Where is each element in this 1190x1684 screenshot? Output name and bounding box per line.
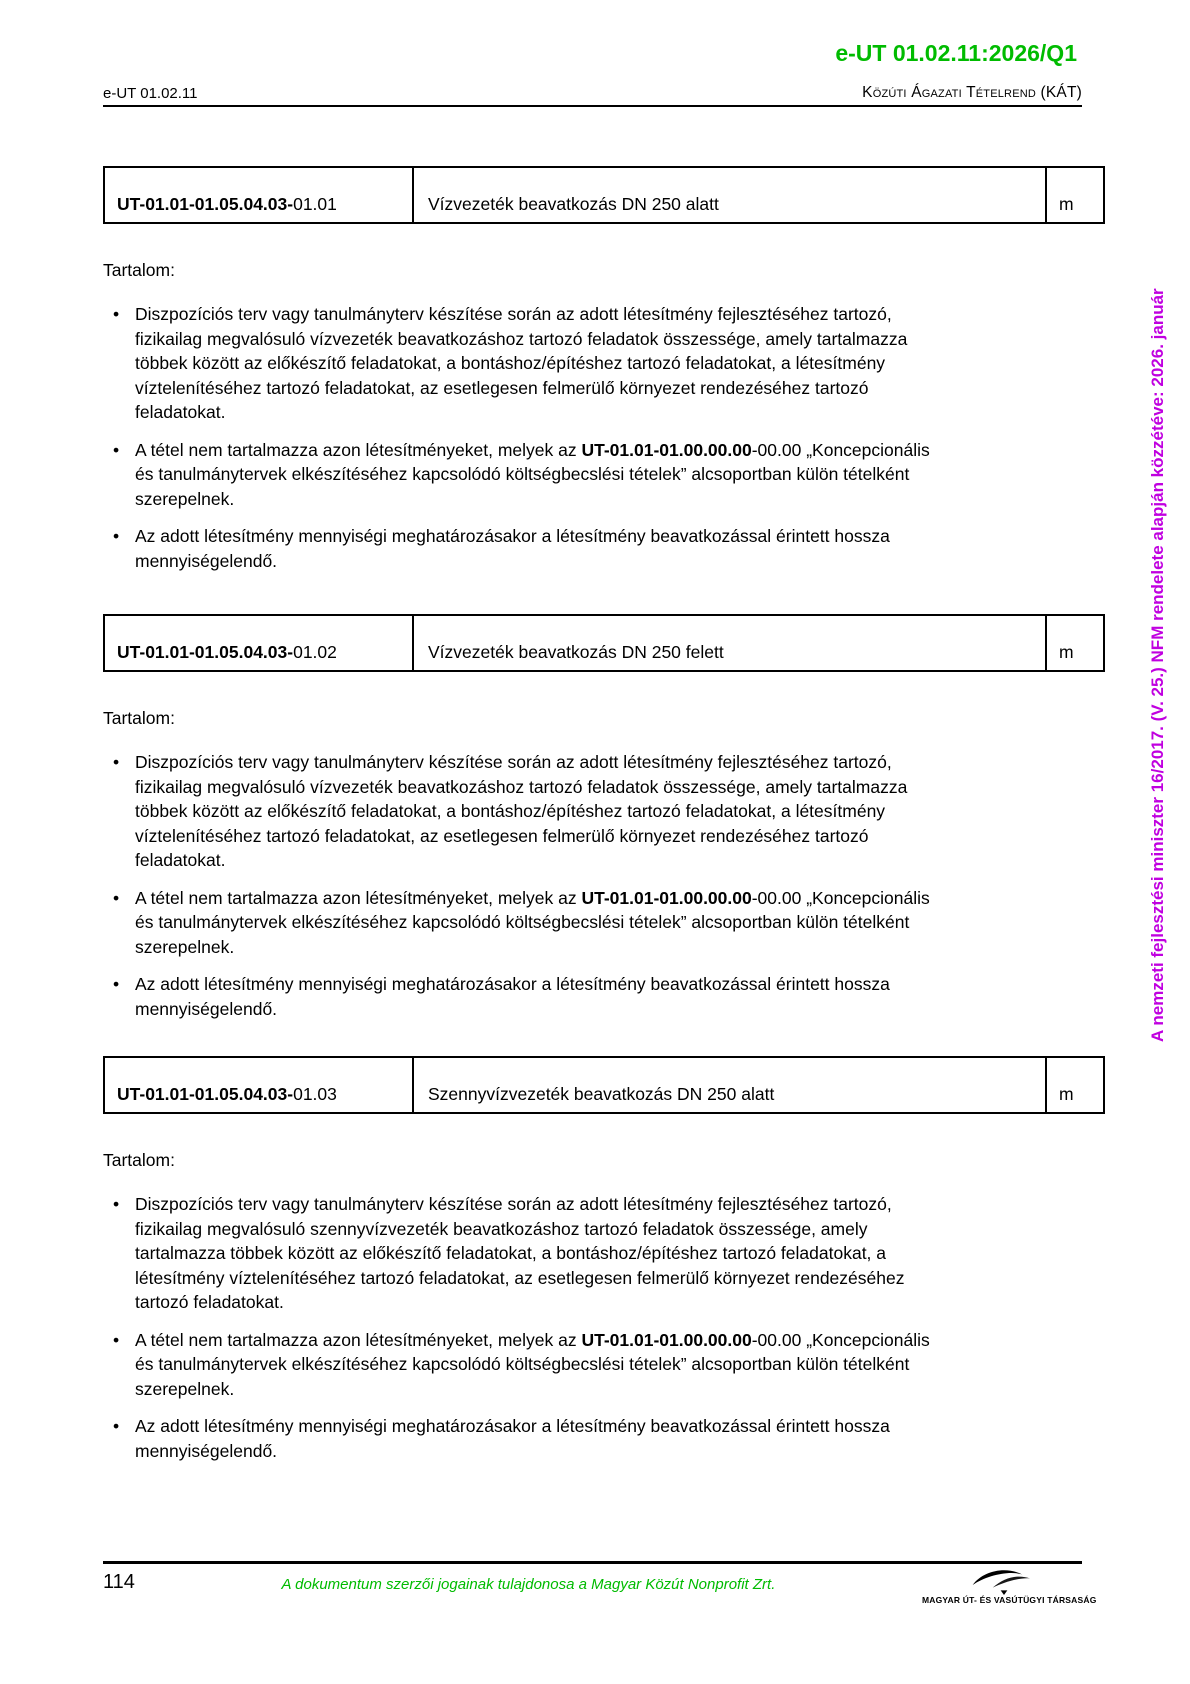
bullet-text: -00.00 „Koncepcionális és tanulmánytervek elkészítéséhez kapcsolódó költségbecslési tételek” alcsoportban külön tételként szerepelnek. bbox=[135, 887, 930, 957]
bullet-item bbox=[103, 1192, 947, 1315]
bullet-text: A tétel nem tartalmazza azon létesítményeket, melyek az bbox=[135, 1329, 582, 1350]
bullet-text: A tétel nem tartalmazza azon létesítményeket, melyek az bbox=[135, 887, 582, 908]
header-doc-title: Közúti Ágazati Tételrend (KÁT) bbox=[862, 84, 1082, 101]
item-title: Vízvezeték beavatkozás DN 250 alatt bbox=[414, 168, 1047, 222]
doc-version-label: e-UT 01.02.11:2026/Q1 bbox=[835, 40, 1077, 66]
bullet-item bbox=[103, 302, 947, 425]
page-footer bbox=[103, 1561, 1097, 1608]
bullet-item bbox=[103, 972, 947, 1021]
bullet-text: Diszpozíciós terv vagy tanulmányterv készítése során az adott létesítmény fejlesztéséhez tartozó, fizikailag megvalósuló szennyvízvezeték beavatkozáshoz tartozó feladatok összessége, amely tartalmazza többek között az előkészítő feladatokat, a bontáshoz/építéshez tartozó feladatokat, a létesítmény víztelenítéséhez tartozó feladatokat, az esetlegesen felmerülő környezet rendezéséhez tartozó feladatokat. bbox=[135, 1194, 905, 1312]
item-code bbox=[105, 168, 414, 222]
item-title: Vízvezeték beavatkozás DN 250 felett bbox=[414, 616, 1047, 670]
item-code-prefix: UT-01.01-01.05.04.03- bbox=[117, 1084, 294, 1104]
bullet-item bbox=[103, 1328, 947, 1402]
bullet-text: Az adott létesítmény mennyiségi meghatározásakor a létesítmény beavatkozással érintett hossza mennyiségelendő. bbox=[135, 526, 890, 571]
bullet-text: Diszpozíciós terv vagy tanulmányterv készítése során az adott létesítmény fejlesztéséhez tartozó, fizikailag megvalósuló vízvezeték beavatkozáshoz tartozó feladatok összessége, amely tartalmazza többek között az előkészítő feladatokat, a bontáshoz/építéshez tartozó feladatokat, a létesítmény víztelenítéséhez tartozó feladatokat, az esetlegesen felmerülő környezet rendezéséhez tartozó feladatokat. bbox=[135, 752, 908, 870]
item-table-01-03 bbox=[103, 1056, 1105, 1114]
item-code-prefix: UT-01.01-01.05.04.03- bbox=[117, 642, 294, 662]
content-label: Tartalom: bbox=[103, 1150, 175, 1170]
header-doc-id: e-UT 01.02.11 bbox=[103, 85, 198, 102]
bullet-item bbox=[103, 1414, 947, 1463]
bullet-text: -00.00 „Koncepcionális és tanulmánytervek elkészítéséhez kapcsolódó költségbecslési tételek” alcsoportban külön tételként szerepelnek. bbox=[135, 1329, 930, 1399]
item-code bbox=[105, 616, 414, 670]
bullet-text-bold: UT-01.01-01.00.00.00 bbox=[581, 1329, 752, 1350]
side-publication-note: A nemzeti fejlesztési miniszter 16/2017. (V. 25.) NFM rendelete alapján közzétéve: 2026. január bbox=[1148, 288, 1167, 1042]
page-header bbox=[103, 84, 1082, 107]
bullet-text-bold: UT-01.01-01.00.00.00 bbox=[581, 439, 752, 460]
bullet-item bbox=[103, 438, 947, 512]
item-code-suffix: 01.02 bbox=[293, 642, 337, 662]
item-code-suffix: 01.01 bbox=[293, 194, 337, 214]
page-number: 114 bbox=[103, 1571, 135, 1593]
bullet-text: Az adott létesítmény mennyiségi meghatározásakor a létesítmény beavatkozással érintett hossza mennyiségelendő. bbox=[135, 974, 890, 1019]
item-code bbox=[105, 1058, 414, 1112]
bullet-item bbox=[103, 886, 947, 960]
logo-swoosh-icon bbox=[970, 1566, 1034, 1596]
page-content bbox=[103, 166, 1105, 1476]
bullet-text-bold: UT-01.01-01.00.00.00 bbox=[581, 887, 752, 908]
item-unit: m bbox=[1059, 642, 1074, 662]
logo-text: MAGYAR ÚT- ÉS VASÚTÜGYI TÁRSASÁG bbox=[922, 1595, 1097, 1605]
item-title: Szennyvízvezeték beavatkozás DN 250 alatt bbox=[414, 1058, 1047, 1112]
item-code-prefix: UT-01.01-01.05.04.03- bbox=[117, 194, 294, 214]
bullet-list bbox=[103, 750, 947, 1021]
magyar-ut-logo bbox=[922, 1566, 1097, 1608]
content-label: Tartalom: bbox=[103, 708, 175, 728]
bullet-text: Az adott létesítmény mennyiségi meghatározásakor a létesítmény beavatkozással érintett hossza mennyiségelendő. bbox=[135, 1416, 890, 1461]
item-table-01-02 bbox=[103, 614, 1105, 672]
bullet-list bbox=[103, 1192, 947, 1463]
bullet-list bbox=[103, 302, 947, 573]
item-unit: m bbox=[1059, 194, 1074, 214]
content-label: Tartalom: bbox=[103, 260, 175, 280]
bullet-text: Diszpozíciós terv vagy tanulmányterv készítése során az adott létesítmény fejlesztéséhez tartozó, fizikailag megvalósuló vízvezeték beavatkozáshoz tartozó feladatok összessége, amely tartalmazza többek között az előkészítő feladatokat, a bontáshoz/építéshez tartozó feladatokat, a létesítmény víztelenítéséhez tartozó feladatokat, az esetlegesen felmerülő környezet rendezéséhez tartozó feladatokat. bbox=[135, 304, 908, 422]
item-table-01-01 bbox=[103, 166, 1105, 224]
bullet-text: -00.00 „Koncepcionális és tanulmánytervek elkészítéséhez kapcsolódó költségbecslési tételek” alcsoportban külön tételként szerepelnek. bbox=[135, 439, 930, 509]
item-code-suffix: 01.03 bbox=[293, 1084, 337, 1104]
copyright-note: A dokumentum szerzői jogainak tulajdonosa a Magyar Közút Nonprofit Zrt. bbox=[281, 1576, 776, 1593]
item-unit: m bbox=[1059, 1084, 1074, 1104]
bullet-text: A tétel nem tartalmazza azon létesítményeket, melyek az bbox=[135, 439, 582, 460]
bullet-item bbox=[103, 524, 947, 573]
bullet-item bbox=[103, 750, 947, 873]
